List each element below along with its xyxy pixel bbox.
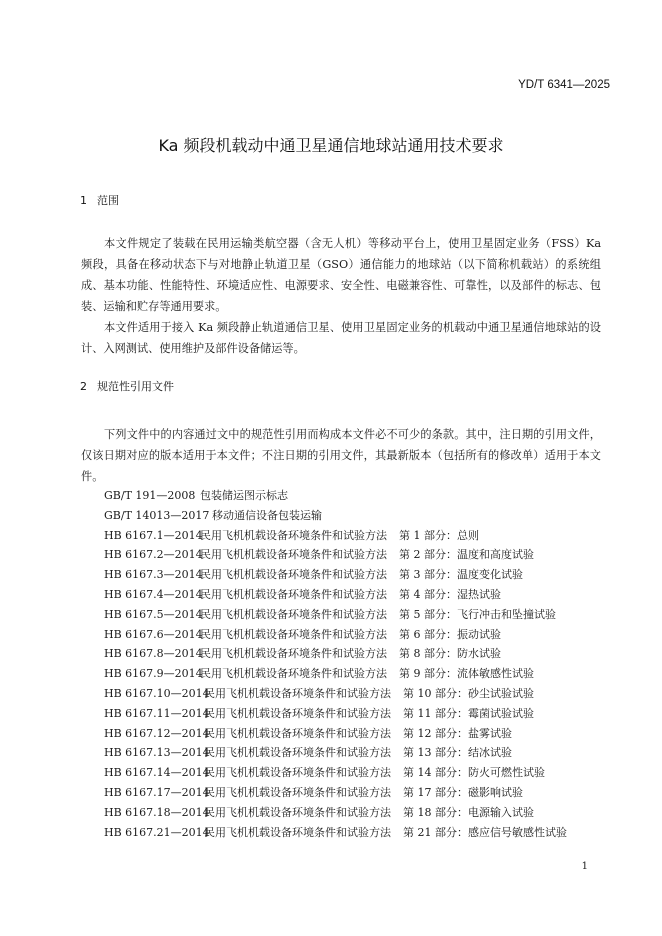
reference-name: 包装储运图示标志 (200, 489, 288, 502)
section-title: 规范性引用文件 (97, 380, 174, 393)
reference-item (104, 664, 567, 684)
reference-item (104, 605, 567, 625)
reference-name: 民用飞机机载设备环境条件和试验方法 (204, 706, 391, 720)
reference-part: 第 10 部分：砂尘试验试验 (403, 686, 534, 700)
reference-part: 第 4 部分：湿热试验 (399, 587, 501, 601)
section-1-heading (80, 192, 119, 208)
reference-code: GB/T 191—2008 (104, 489, 196, 502)
reference-name: 民用飞机机载设备环境条件和试验方法 (200, 667, 387, 681)
reference-name: 民用飞机机载设备环境条件和试验方法 (204, 825, 391, 839)
reference-part: 第 18 部分：电源输入试验 (403, 805, 534, 819)
reference-part: 第 21 部分：感应信号敏感性试验 (403, 825, 567, 839)
reference-code: HB 6167.6—2014 (104, 627, 203, 641)
reference-part: 第 3 部分：温度变化试验 (399, 568, 523, 582)
reference-code: HB 6167.17—2014 (104, 785, 210, 799)
reference-code: HB 6167.21—2014 (104, 825, 210, 839)
reference-part: 第 5 部分：飞行冲击和坠撞试验 (399, 607, 556, 621)
reference-part: 第 2 部分：温度和高度试验 (399, 548, 534, 562)
reference-code: HB 6167.1—2014 (104, 528, 203, 542)
reference-code: HB 6167.5—2014 (104, 607, 203, 621)
reference-name: 民用飞机机载设备环境条件和试验方法 (204, 746, 391, 760)
reference-name: 移动通信设备包装运输 (212, 508, 322, 522)
document-title: Ka 频段机载动中通卫星通信地球站通用技术要求 (158, 136, 504, 155)
reference-item (104, 783, 567, 803)
reference-item (104, 684, 567, 704)
reference-item (104, 506, 567, 526)
reference-code: HB 6167.10—2014 (104, 686, 210, 700)
scope-paragraph-2: 本文件适用于接入 Ka 频段静止轨道通信卫星、使用卫星固定业务的机载动中通卫星通信地球站的设计、入网测试、使用维护及部件设备储运等。 (81, 321, 601, 355)
reference-code: HB 6167.13—2014 (104, 746, 210, 760)
reference-code: HB 6167.14—2014 (104, 766, 210, 780)
section-title: 范围 (97, 194, 119, 207)
reference-code: HB 6167.8—2014 (104, 647, 203, 661)
reference-part: 第 13 部分：结冰试验 (403, 746, 512, 760)
reference-list (104, 486, 567, 842)
reference-part: 第 1 部分：总则 (399, 528, 479, 542)
reference-item (104, 763, 567, 783)
reference-part: 第 11 部分：霉菌试验试验 (403, 706, 534, 720)
reference-name: 民用飞机机载设备环境条件和试验方法 (204, 785, 391, 799)
reference-part: 第 9 部分：流体敏感性试验 (399, 667, 534, 681)
reference-part: 第 8 部分：防水试验 (399, 647, 501, 661)
reference-name: 民用飞机机载设备环境条件和试验方法 (204, 726, 391, 740)
reference-code: HB 6167.2—2014 (104, 548, 203, 562)
reference-item (104, 644, 567, 664)
standard-code: YD/T 6341—2025 (518, 79, 610, 91)
reference-item (104, 526, 567, 546)
reference-part: 第 6 部分：振动试验 (399, 627, 501, 641)
reference-name: 民用飞机机载设备环境条件和试验方法 (200, 627, 387, 641)
reference-item (104, 803, 567, 823)
reference-code: HB 6167.3—2014 (104, 568, 203, 582)
scope-paragraph-1: 本文件规定了装载在民用运输类航空器（含无人机）等移动平台上，使用卫星固定业务（FSS）Ka 频段，具备在移动状态下与对地静止轨道卫星（GSO）通信能力的地球站（以下简称机载站）的系统组成、基本功能、性能特性、环境适应性、电源要求、安全性、电磁兼容性、可靠性，以及部件的标志、包装、运输和贮存等通用要求。 (81, 237, 601, 313)
reference-part: 第 17 部分：磁影响试验 (403, 785, 523, 799)
reference-name: 民用飞机机载设备环境条件和试验方法 (204, 805, 391, 819)
reference-name: 民用飞机机载设备环境条件和试验方法 (200, 528, 387, 542)
section-number: 1 (80, 194, 87, 207)
reference-item (104, 724, 567, 744)
reference-item (104, 743, 567, 763)
reference-item (104, 625, 567, 645)
section-number: 2 (80, 380, 87, 393)
reference-name: 民用飞机机载设备环境条件和试验方法 (200, 548, 387, 562)
normative-references-intro: 下列文件中的内容通过文中的规范性引用而构成本文件必不可少的条款。其中，注日期的引用文件，仅该日期对应的版本适用于本文件；不注日期的引用文件，其最新版本（包括所有的修改单）适用于本文件。 (81, 428, 601, 483)
reference-name: 民用飞机机载设备环境条件和试验方法 (200, 607, 387, 621)
reference-item (104, 565, 567, 585)
reference-code: GB/T 14013—2017 (104, 508, 210, 522)
reference-item (104, 486, 567, 506)
reference-item (104, 704, 567, 724)
reference-name: 民用飞机机载设备环境条件和试验方法 (200, 647, 387, 661)
reference-name: 民用飞机机载设备环境条件和试验方法 (204, 686, 391, 700)
reference-name: 民用飞机机载设备环境条件和试验方法 (200, 587, 387, 601)
reference-item (104, 823, 567, 843)
reference-part: 第 14 部分：防火可燃性试验 (403, 766, 545, 780)
reference-item (104, 585, 567, 605)
reference-code: HB 6167.11—2014 (104, 706, 210, 720)
reference-code: HB 6167.4—2014 (104, 587, 203, 601)
reference-part: 第 12 部分：盐雾试验 (403, 726, 512, 740)
reference-code: HB 6167.12—2014 (104, 726, 210, 740)
reference-name: 民用飞机机载设备环境条件和试验方法 (200, 568, 387, 582)
page-number: 1 (581, 861, 588, 872)
section-2-heading (80, 378, 174, 394)
reference-name: 民用飞机机载设备环境条件和试验方法 (204, 766, 391, 780)
reference-code: HB 6167.9—2014 (104, 667, 203, 681)
reference-code: HB 6167.18—2014 (104, 805, 210, 819)
reference-item (104, 545, 567, 565)
